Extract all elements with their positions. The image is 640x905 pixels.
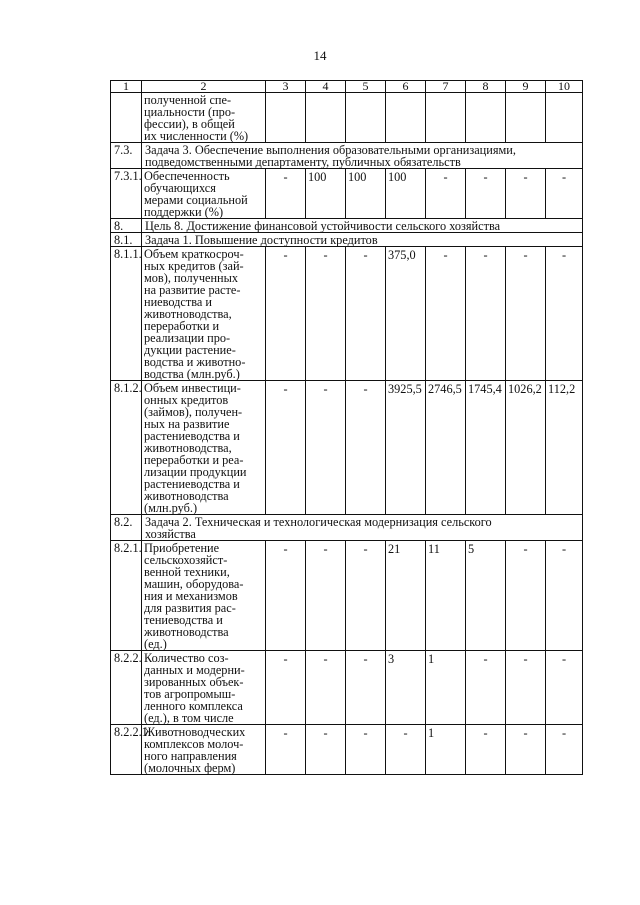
row-number: 8.2.2. bbox=[111, 651, 142, 725]
section-title: Задача 1. Повышение доступности кредитов bbox=[142, 233, 583, 247]
indicator-name: Обеспеченность обучающихся мерами социальной поддержки (%) bbox=[142, 169, 266, 219]
indicator-value bbox=[426, 93, 466, 143]
indicator-value: - bbox=[266, 541, 306, 651]
column-number-row bbox=[111, 81, 583, 93]
indicator-value: - bbox=[506, 725, 546, 775]
indicator-value: - bbox=[346, 247, 386, 381]
table-row bbox=[111, 247, 583, 381]
indicator-value: - bbox=[426, 247, 466, 381]
indicator-value: 21 bbox=[386, 541, 426, 651]
table-row bbox=[111, 169, 583, 219]
column-number: 6 bbox=[386, 81, 426, 93]
indicator-value bbox=[386, 93, 426, 143]
indicator-value: - bbox=[506, 247, 546, 381]
indicator-value: - bbox=[346, 725, 386, 775]
row-number: 8.2.2.1. bbox=[111, 725, 142, 775]
column-number: 9 bbox=[506, 81, 546, 93]
indicator-value: - bbox=[546, 725, 583, 775]
section-row bbox=[111, 515, 583, 541]
row-number: 8.1. bbox=[111, 233, 142, 247]
row-number: 8.2. bbox=[111, 515, 142, 541]
section-title: Задача 3. Обеспечение выполнения образовательными организациями, подведомственными департаменту, публичных обязательств bbox=[142, 143, 583, 169]
indicator-value bbox=[546, 93, 583, 143]
section-title: Задача 2. Техническая и технологическая модернизация сельского хозяйства bbox=[142, 515, 583, 541]
table-body bbox=[111, 81, 583, 775]
indicator-value: - bbox=[466, 725, 506, 775]
table-row bbox=[111, 93, 583, 143]
indicator-value: - bbox=[306, 725, 346, 775]
indicator-value: - bbox=[466, 651, 506, 725]
indicator-value: 3 bbox=[386, 651, 426, 725]
indicator-name: Количество соз- данных и модерни- зированных объек- тов агропромыш- ленного комплекса (ед.), в том числе bbox=[142, 651, 266, 725]
indicator-value: - bbox=[306, 541, 346, 651]
indicator-value: - bbox=[546, 169, 583, 219]
indicator-name: Объем инвестици- онных кредитов (займов), получен- ных на развитие растениеводства и животноводства, переработки и реа- лизации продукции растениеводства и животноводства (млн.руб.) bbox=[142, 381, 266, 515]
indicator-value: 1745,4 bbox=[466, 381, 506, 515]
indicator-value bbox=[506, 93, 546, 143]
indicator-value: - bbox=[386, 725, 426, 775]
indicator-value: 100 bbox=[386, 169, 426, 219]
indicator-value: - bbox=[546, 247, 583, 381]
indicator-value: - bbox=[306, 651, 346, 725]
column-number: 2 bbox=[142, 81, 266, 93]
indicator-value bbox=[306, 93, 346, 143]
indicator-value: 1 bbox=[426, 725, 466, 775]
indicator-value: - bbox=[266, 169, 306, 219]
row-number: 8. bbox=[111, 219, 142, 233]
indicator-name: полученной спе- циальности (про- фессии), в общей их численности (%) bbox=[142, 93, 266, 143]
indicator-value: - bbox=[506, 541, 546, 651]
table-row bbox=[111, 381, 583, 515]
section-row bbox=[111, 143, 583, 169]
table-row bbox=[111, 651, 583, 725]
column-number: 7 bbox=[426, 81, 466, 93]
indicator-value: - bbox=[346, 541, 386, 651]
indicator-value: - bbox=[426, 169, 466, 219]
row-number: 7.3. bbox=[111, 143, 142, 169]
column-number: 5 bbox=[346, 81, 386, 93]
indicator-value: 375,0 bbox=[386, 247, 426, 381]
column-number: 10 bbox=[546, 81, 583, 93]
indicator-value: 2746,5 bbox=[426, 381, 466, 515]
indicator-value: - bbox=[266, 247, 306, 381]
row-number: 8.2.1. bbox=[111, 541, 142, 651]
indicator-value: - bbox=[546, 651, 583, 725]
indicator-value: - bbox=[266, 651, 306, 725]
indicator-value: 11 bbox=[426, 541, 466, 651]
indicator-value: 112,2 bbox=[546, 381, 583, 515]
indicator-value: 1 bbox=[426, 651, 466, 725]
indicator-value: - bbox=[506, 169, 546, 219]
table-row bbox=[111, 725, 583, 775]
indicator-value: 100 bbox=[346, 169, 386, 219]
column-number: 1 bbox=[111, 81, 142, 93]
indicators-table bbox=[110, 80, 583, 775]
indicator-value bbox=[266, 93, 306, 143]
table-row bbox=[111, 541, 583, 651]
indicator-value: - bbox=[466, 247, 506, 381]
row-number: 8.1.2. bbox=[111, 381, 142, 515]
indicator-value: - bbox=[266, 381, 306, 515]
column-number: 4 bbox=[306, 81, 346, 93]
column-number: 3 bbox=[266, 81, 306, 93]
page-number: 14 bbox=[313, 48, 327, 63]
indicator-value: - bbox=[306, 381, 346, 515]
indicator-value bbox=[466, 93, 506, 143]
indicator-value: - bbox=[346, 651, 386, 725]
section-row bbox=[111, 233, 583, 247]
row-number: 7.3.1. bbox=[111, 169, 142, 219]
indicator-value: - bbox=[506, 651, 546, 725]
indicator-value: - bbox=[346, 381, 386, 515]
indicator-name: Животноводческих комплексов молоч- ного направления (молочных ферм) bbox=[142, 725, 266, 775]
indicator-value: - bbox=[266, 725, 306, 775]
indicator-value: 1026,2 bbox=[506, 381, 546, 515]
indicator-value: - bbox=[466, 169, 506, 219]
indicator-value bbox=[346, 93, 386, 143]
indicator-value: - bbox=[306, 247, 346, 381]
indicator-name: Объем краткосроч- ных кредитов (зай- мов), полученных на развитие расте- ниеводства и животноводства, переработки и реализации про- дукции растение- водства и животно- водства (млн.руб.) bbox=[142, 247, 266, 381]
indicator-value: - bbox=[546, 541, 583, 651]
column-number: 8 bbox=[466, 81, 506, 93]
row-number bbox=[111, 93, 142, 143]
section-row bbox=[111, 219, 583, 233]
indicator-value: 100 bbox=[306, 169, 346, 219]
row-number: 8.1.1. bbox=[111, 247, 142, 381]
indicator-value: 5 bbox=[466, 541, 506, 651]
indicator-value: 3925,5 bbox=[386, 381, 426, 515]
section-title: Цель 8. Достижение финансовой устойчивости сельского хозяйства bbox=[142, 219, 583, 233]
indicator-name: Приобретение сельскохозяйст- венной техники, машин, оборудова- ния и механизмов для развития рас- тениеводства и животноводства (ед.) bbox=[142, 541, 266, 651]
